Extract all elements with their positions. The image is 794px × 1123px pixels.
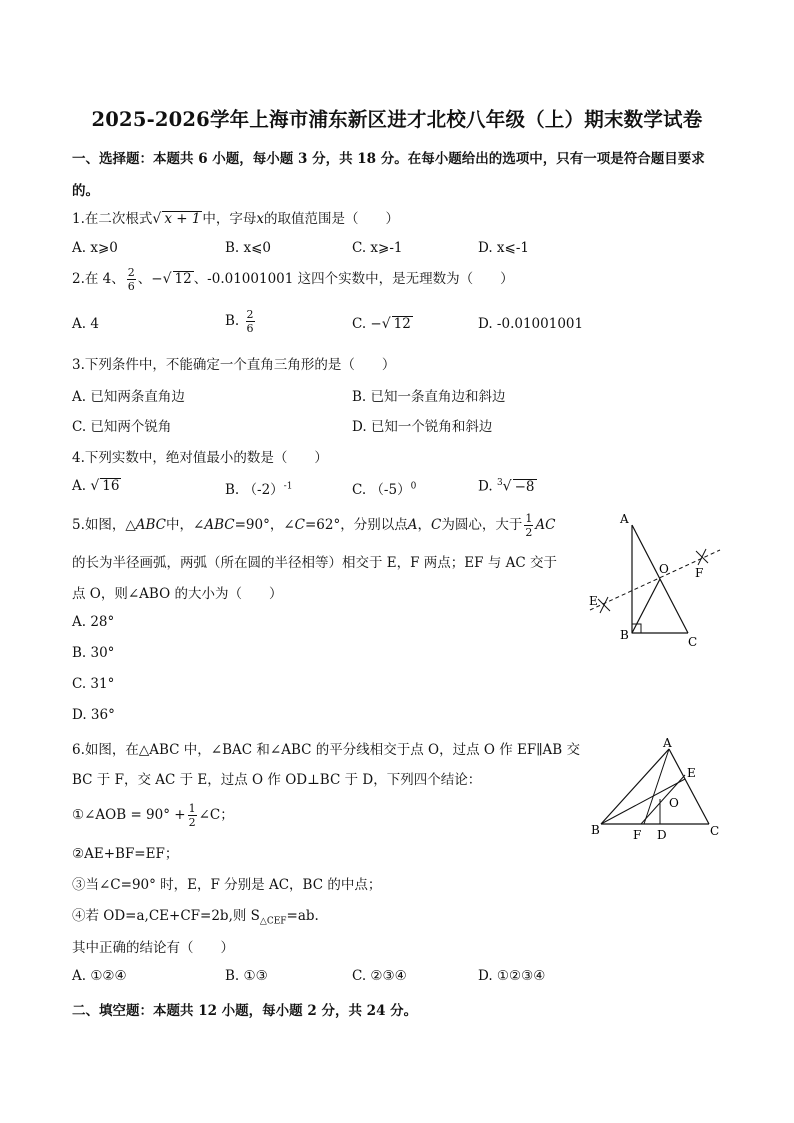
q2-option-c[interactable] — [352, 316, 413, 332]
q4-option-d-radicand: −8 — [514, 478, 535, 495]
radical-sign: √ — [90, 478, 100, 494]
label-a: A — [620, 512, 629, 526]
fraction — [127, 266, 136, 293]
q6-conclusion-3: ③当∠C=90° 时，E，F 分别是 AC，BC 的中点； — [72, 877, 382, 893]
q4-option-a-label: A. — [72, 478, 87, 494]
text: ④若 OD=a,CE+CF=2b,则 S — [72, 908, 260, 924]
label-f: F — [633, 828, 642, 842]
q4-option-c-label: C. （-5） — [352, 482, 411, 498]
text: 为圆心，大于 — [441, 517, 523, 533]
question-2-stem — [72, 266, 514, 293]
q5-option-d[interactable]: D. 36° — [72, 707, 115, 723]
fraction-numerator: 2 — [246, 308, 254, 321]
q4-option-d[interactable] — [478, 478, 537, 495]
q6-conclusion-2: ②AE+BF=EF； — [72, 846, 179, 862]
radical-sign: √ — [162, 271, 172, 287]
q2-option-c-label: C. − — [352, 316, 382, 332]
question-6-stem-line1: 6.如图，在△ABC 中，∠BAC 和∠ABC 的平分线相交于点 O，过点 O 作 EF∥AB 交 — [72, 742, 580, 758]
q1-variable: x — [256, 211, 265, 227]
question-6-prompt: 其中正确的结论有（ ） — [72, 940, 234, 956]
fraction-denominator: 6 — [246, 322, 254, 335]
q1-text-post: 中，字母 — [202, 211, 257, 227]
q1-option-d[interactable]: D. x⩽-1 — [478, 240, 530, 256]
q2-option-c-radicand: 12 — [393, 316, 411, 332]
q2-text-post: 、-0.01001001 这四个实数中，是无理数为（ ） — [193, 271, 514, 287]
fraction — [524, 512, 533, 539]
root-index: 3 — [496, 478, 503, 488]
text: C — [430, 517, 442, 533]
label-b: B — [620, 628, 629, 642]
arc-mark-e — [600, 597, 608, 613]
question-5-stem-line1 — [72, 512, 555, 539]
radical-sign: √ — [502, 478, 512, 495]
q2-option-a[interactable]: A. 4 — [72, 316, 99, 332]
page-title: 2025-2026学年上海市浦东新区进才北校八年级（上）期末数学试卷 — [91, 108, 703, 131]
q1-radicand: x + 1 — [164, 211, 201, 227]
q1-option-b[interactable]: B. x⩽0 — [225, 240, 272, 256]
text: =ab. — [286, 908, 319, 924]
text: 5.如图，△ — [72, 517, 136, 533]
exponent: -1 — [283, 481, 293, 492]
q1-text-post2: 的取值范围是（ ） — [264, 211, 400, 227]
section-2-heading: 二、填空题：本题共 12 小题，每小题 2 分，共 24 分。 — [72, 1003, 418, 1019]
q3-option-d[interactable]: D. 已知一个锐角和斜边 — [352, 419, 493, 435]
text: ∠C； — [198, 807, 234, 823]
question-5-stem-line3: 点 O，则∠ABO 的大小为（ ） — [72, 586, 283, 602]
q6-conclusion-4 — [72, 904, 319, 927]
q4-option-c[interactable] — [352, 478, 416, 498]
fraction-denominator: 2 — [525, 526, 533, 539]
q6-option-c[interactable]: C. ②③④ — [352, 968, 407, 984]
q2-separator: 、− — [137, 271, 163, 287]
q4-option-a-radicand: 16 — [102, 478, 120, 494]
subscript: △CEF — [259, 916, 287, 927]
q1-option-a[interactable]: A. x⩾0 — [72, 240, 118, 256]
q2-option-b-label: B. — [225, 313, 240, 329]
q5-triangle-figure — [580, 505, 730, 655]
q1-option-c[interactable]: C. x⩾-1 — [352, 240, 403, 256]
text: 中，∠ — [166, 517, 205, 533]
q4-option-b[interactable] — [225, 478, 292, 498]
q2-radicand: 12 — [174, 271, 192, 287]
q3-option-a[interactable]: A. 已知两条直角边 — [72, 389, 185, 405]
fraction-numerator: 1 — [188, 802, 196, 815]
text: =62°，分别以点 — [304, 517, 408, 533]
label-f: F — [695, 566, 704, 580]
q6-option-d[interactable]: D. ①②③④ — [478, 968, 546, 984]
label-c: C — [710, 824, 720, 838]
label-e: E — [589, 594, 598, 608]
text: ABC — [135, 517, 167, 533]
q6-triangle-figure — [585, 735, 730, 845]
segment-bo — [632, 579, 660, 633]
q4-option-b-label: B. （-2） — [225, 482, 284, 498]
q6-option-b[interactable]: B. ①③ — [225, 968, 268, 984]
segment-ab — [601, 749, 669, 824]
text: ABC — [204, 517, 235, 533]
question-4-stem: 4.下列实数中，绝对值最小的数是（ ） — [72, 450, 328, 466]
q2-text-pre: 2.在 4、 — [72, 271, 125, 287]
text: ①∠AOB = 90° + — [72, 807, 186, 823]
label-b: B — [591, 823, 600, 837]
q6-option-a[interactable]: A. ①②④ — [72, 968, 127, 984]
label-d: D — [657, 828, 667, 842]
fraction-numerator: 1 — [525, 512, 533, 525]
q5-option-c[interactable]: C. 31° — [72, 676, 115, 692]
fraction — [246, 308, 255, 335]
radical-sign: √ — [152, 211, 162, 227]
q2-option-b[interactable] — [225, 308, 257, 335]
q3-option-c[interactable]: C. 已知两个锐角 — [72, 419, 172, 435]
text: AC — [535, 517, 556, 533]
text: A — [407, 517, 418, 533]
section-1-heading-cont: 的。 — [72, 183, 99, 199]
label-e: E — [687, 766, 696, 780]
question-6-stem-line2: BC 于 F，交 AC 于 E，过点 O 作 OD⊥BC 于 D，下列四个结论： — [72, 772, 482, 788]
bisector-a — [644, 749, 669, 824]
q5-option-a[interactable]: A. 28° — [72, 614, 115, 630]
q3-option-b[interactable]: B. 已知一条直角边和斜边 — [352, 389, 506, 405]
section-1-heading: 一、选择题：本题共 6 小题，每小题 3 分，共 18 分。在每小题给出的选项中，只有一项是符合题目要求 — [72, 151, 705, 167]
label-a: A — [663, 736, 672, 750]
label-o: O — [659, 562, 669, 576]
question-5-stem-line2: 的长为半径画弧，两弧（所在圆的半径相等）相交于 E，F 两点；EF 与 AC 交于 — [72, 555, 557, 571]
fraction-denominator: 6 — [127, 280, 135, 293]
q6-conclusion-1 — [72, 802, 234, 829]
label-o: O — [669, 796, 679, 810]
radical-sign: √ — [381, 316, 391, 332]
q4-option-a[interactable] — [72, 478, 121, 494]
text: =90°，∠ — [234, 517, 295, 533]
text: ， — [417, 517, 431, 533]
q5-option-b[interactable]: B. 30° — [72, 645, 115, 661]
fraction-numerator: 2 — [127, 266, 135, 279]
q4-option-d-label: D. — [478, 478, 493, 495]
fraction — [188, 802, 197, 829]
text: C — [294, 517, 305, 533]
exponent: 0 — [410, 481, 417, 492]
q2-option-d[interactable]: D. -0.01001001 — [478, 316, 584, 332]
q1-text-pre: 1.在二次根式 — [72, 211, 153, 227]
question-3-stem: 3.下列条件中，不能确定一个直角三角形的是（ ） — [72, 357, 396, 373]
label-c: C — [688, 635, 698, 649]
fraction-denominator: 2 — [188, 816, 196, 829]
question-1-stem — [72, 207, 399, 227]
